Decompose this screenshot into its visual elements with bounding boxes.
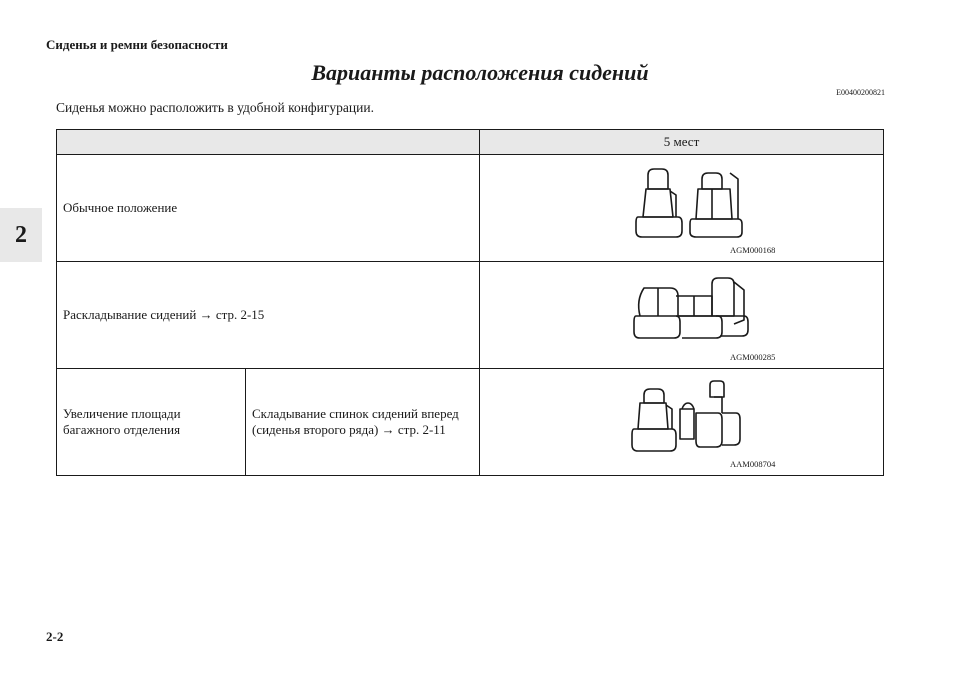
row-label: Обычное положение xyxy=(57,155,480,262)
column-header: 5 мест xyxy=(480,130,884,155)
table-row xyxy=(57,369,884,476)
header-empty-cell xyxy=(57,130,480,155)
figure-code: AGM000168 xyxy=(730,245,776,255)
running-header: Сиденья и ремни безопасности xyxy=(46,37,228,52)
chapter-tab: 2 xyxy=(0,208,42,262)
figure-cell xyxy=(480,262,884,369)
table-header-row xyxy=(57,130,884,155)
document-code: E00400200821 xyxy=(836,88,885,97)
row-label: Раскладывание сидений → стр. 2-15 xyxy=(57,262,480,369)
seats-normal-position-illustration xyxy=(630,165,760,245)
figure-cell xyxy=(480,155,884,262)
seat-configuration-table xyxy=(56,129,884,476)
row-label: Увеличение площади багажного отделения xyxy=(57,369,246,476)
intro-text: Сиденья можно расположить в удобной конфигурации. xyxy=(56,100,374,115)
page-number: 2-2 xyxy=(46,629,64,644)
page-title: Варианты расположения сидений xyxy=(311,60,649,85)
figure-code: AAM008704 xyxy=(730,459,776,469)
row-sublabel: Складывание спинок сидений вперед (сиденья второго ряда) → стр. 2-11 xyxy=(246,369,480,476)
seats-folded-forward-illustration xyxy=(630,379,760,459)
table-row xyxy=(57,262,884,369)
seats-reclined-illustration xyxy=(630,272,760,352)
table-row xyxy=(57,155,884,262)
figure-cell xyxy=(480,369,884,476)
figure-code: AGM000285 xyxy=(730,352,776,362)
